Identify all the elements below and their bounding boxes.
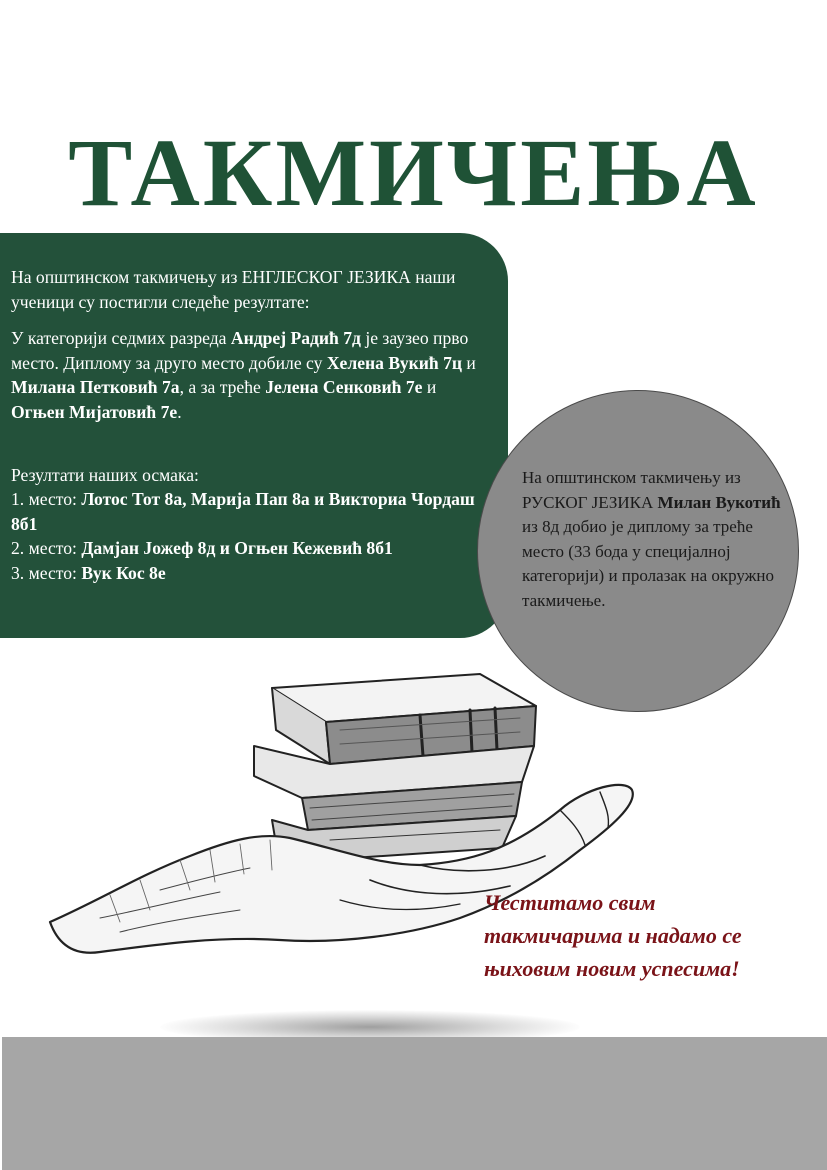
student-name: Андреј Радић 7д (230, 328, 361, 349)
english-results-panel (0, 233, 508, 638)
congrats-line: Честитамо свим (484, 890, 656, 915)
text-fragment: У категорији седмих разреда (11, 328, 231, 349)
text-fragment: . (177, 401, 182, 422)
seventh-grade-results (11, 326, 488, 424)
text-fragment: из 8д добио је диплому за треће место (33 бода у специјалној категорији) и пролазак на окружно такмичење. (522, 517, 775, 610)
place-label: 1. место: (11, 489, 82, 510)
student-name: Огњен Мијатовић 7е (11, 401, 178, 422)
text-fragment: и (462, 352, 476, 373)
place-row (11, 487, 488, 536)
place-label: 3. место: (11, 562, 82, 583)
student-name: Јелена Сенковић 7е (265, 377, 423, 398)
student-name: Милана Петковић 7а (11, 377, 180, 398)
place-names: Лотос Тот 8а, Марија Пап 8а и Викториа Чордаш 8б1 (11, 489, 475, 534)
place-row (11, 536, 488, 561)
congrats-line: такмичарима и надамо се (484, 923, 742, 948)
english-intro: На општинском такмичењу из ЕНГЛЕСКОГ ЈЕЗИКА наши ученици су постигли следеће резултате: (11, 267, 456, 312)
place-label: 2. место: (11, 538, 82, 559)
text-fragment: и (422, 377, 437, 398)
congrats-line: њиховим новим успесима! (484, 956, 740, 981)
footer-band (2, 1037, 827, 1170)
place-row (11, 561, 488, 586)
text-fragment: је заузео прво место. Диплому за друго место добиле су (11, 328, 469, 373)
student-name: Хелена Вукић 7ц (326, 352, 463, 373)
russian-results-text (522, 466, 784, 613)
place-names: Дамјан Јожеф 8д и Огњен Кежевић 8б1 (81, 538, 393, 559)
congratulations-message (484, 886, 804, 985)
page-title: ТАКМИЧЕЊА (68, 119, 759, 226)
place-names: Вук Кос 8е (81, 562, 166, 583)
student-name: Милан Вукотић (657, 492, 781, 512)
text-fragment: , а за треће (179, 377, 266, 398)
text-fragment: На општинском такмичењу из РУСКОГ ЈЕЗИКА (522, 468, 741, 512)
eighth-grade-heading: Резултати наших осмака: (11, 464, 199, 485)
